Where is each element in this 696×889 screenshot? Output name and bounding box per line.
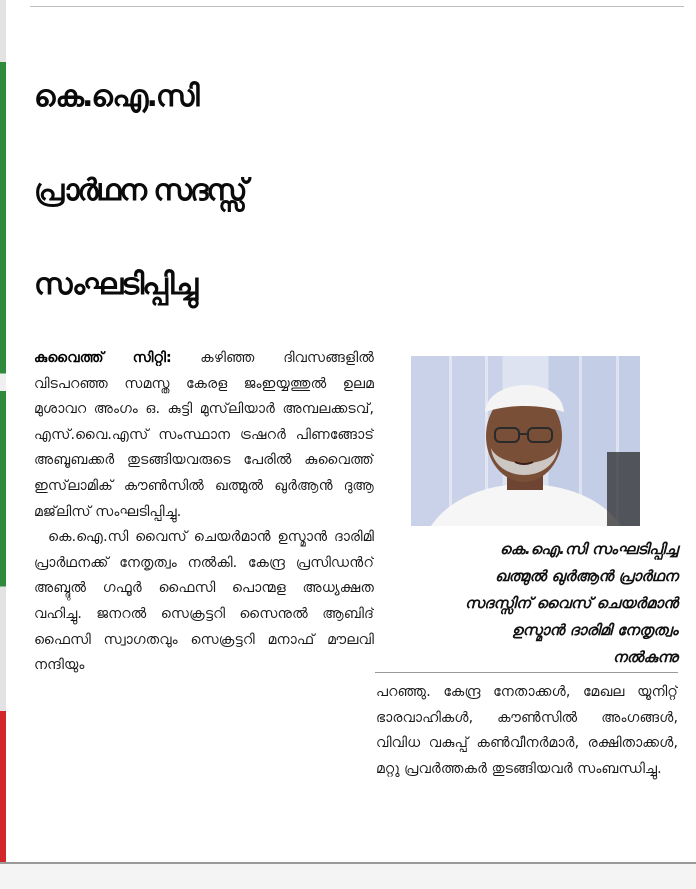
top-rule bbox=[30, 6, 684, 7]
caption-line-3: സദസ്സിന് വൈസ് ചെയർമാൻ bbox=[465, 594, 678, 612]
dark-object-right bbox=[607, 452, 640, 526]
photo-caption bbox=[375, 536, 678, 671]
caption-line-2: ഖത്മുൽ ഖുർആൻ പ്രാർഥന bbox=[494, 567, 678, 585]
page-bottom-margin bbox=[0, 864, 696, 889]
article-body-right-column bbox=[376, 680, 678, 850]
caption-line-4: ഉസ്മാൻ ദാരിമി നേതൃത്വം bbox=[511, 621, 678, 639]
caption-line-1: കെ.ഐ.സി സംഘടിപ്പിച്ച bbox=[499, 540, 678, 558]
paragraph-1-text: കഴിഞ്ഞ ദിവസങ്ങളിൽ വിടപറഞ്ഞ സമസ്ത കേരള ജംഇയ്യത്തുൽ ഉലമ മുശാവറ അംഗം ഒ. കുട്ടി മുസ്‌ലിയാർ അമ്പലക്കടവ്, എസ്.വൈ.എസ് സംസ്ഥാന ട്രഷറർ പിണങ്ങോട് അബൂബക്കർ തുടങ്ങിയവരുടെ പേരിൽ കുവൈത്ത് ഇസ്‌ലാമിക് കൗൺസിൽ ഖത്മുൽ ഖുർആൻ ദുആ മജ്‌ലിസ് സംഘടിപ്പിച്ചു. bbox=[34, 350, 374, 520]
dateline: കുവൈത്ത് സിറ്റി: bbox=[34, 350, 172, 366]
headline bbox=[34, 50, 684, 332]
headline-line-2: പ്രാർഥന സദസ്സ് bbox=[34, 173, 246, 208]
headline-line-3: സംഘടിപ്പിച്ചു bbox=[34, 267, 197, 302]
headline-line-1: കെ.ഐ.സി bbox=[34, 79, 198, 114]
person-portrait bbox=[411, 356, 640, 526]
article-body-left-column bbox=[34, 346, 374, 856]
news-photo bbox=[411, 356, 640, 526]
article-paragraph-1 bbox=[34, 346, 374, 525]
shirt bbox=[431, 484, 621, 526]
page-edge-color-strip bbox=[0, 0, 6, 889]
article-paragraph-3: പറഞ്ഞു. കേന്ദ്ര നേതാക്കൾ, മേഖല യൂനിറ്റ് ഭാരവാഹികൾ, കൗൺസിൽ അംഗങ്ങൾ, വിവിധ വകുപ്പ് കൺവീനർമാർ, രക്ഷിതാക്കൾ, മറ്റു പ്രവർത്തകർ തുടങ്ങിയവർ സംബന്ധിച്ചു. bbox=[376, 684, 678, 777]
caption-divider bbox=[375, 672, 678, 673]
caption-line-5: നൽകുന്നു bbox=[612, 648, 678, 666]
article-paragraph-2: കെ.ഐ.സി വൈസ് ചെയർമാൻ ഉസ്മാൻ ദാരിമി പ്രാർഥനക്ക് നേതൃത്വം നൽകി. കേന്ദ്ര പ്രസിഡൻറ് അബ്ദുൽ ഗഫൂർ ഫൈസി പൊന്മള അധ്യക്ഷത വഹിച്ചു. ജനറൽ സെക്രട്ടറി സൈനുൽ ആബിദ് ഫൈസി സ്വാഗതവും സെക്രട്ടറി മനാഫ് മൗലവി നന്ദിയും bbox=[34, 529, 374, 674]
